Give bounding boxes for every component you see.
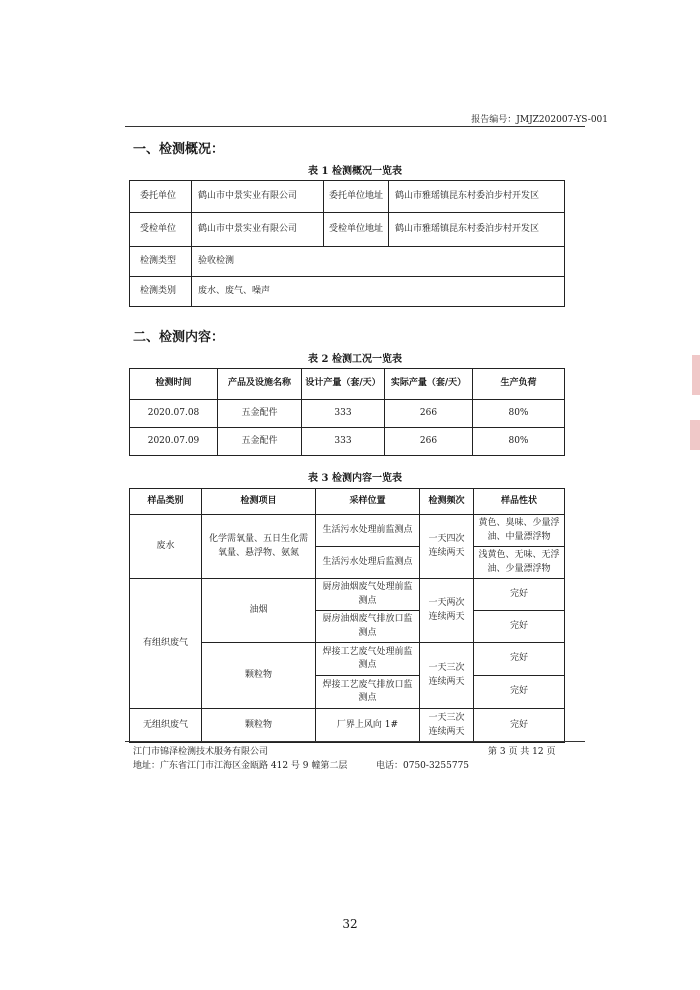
section-content-heading: 二、检测内容： — [133, 330, 225, 345]
cell: 五金配件 — [218, 400, 302, 428]
report-number: 报告编号：JMJZ202007-YS-001 — [471, 115, 608, 125]
test-frequency: 一天三次连续两天 — [420, 643, 474, 709]
sample-category: 有组织废气 — [130, 579, 202, 709]
cell: 五金配件 — [218, 428, 302, 456]
table-row — [130, 579, 565, 611]
red-stamp-mark-2 — [690, 420, 700, 450]
test-items: 化学需氧量、五日生化需氧量、悬浮物、氨氮 — [202, 515, 316, 579]
cell-value: 废水、废气、噪声 — [192, 277, 565, 307]
sample-property: 完好 — [474, 643, 565, 676]
footer-rule — [125, 741, 585, 742]
sampling-position: 厨房油烟废气排放口监测点 — [316, 611, 420, 643]
footer-page-info: 第 3 页 共 12 页 — [488, 747, 556, 757]
table1-caption: 表 1 检测概况一览表 — [308, 166, 402, 177]
sampling-position: 焊接工艺废气排放口监测点 — [316, 676, 420, 709]
test-items: 颗粒物 — [202, 643, 316, 709]
column-header: 设计产量（套/天） — [302, 369, 385, 400]
table-row — [130, 709, 565, 743]
sampling-position: 焊接工艺废气处理前监测点 — [316, 643, 420, 676]
table3-caption: 表 3 检测内容一览表 — [308, 473, 402, 484]
cell-value: 鹤山市中景实业有限公司 — [192, 181, 324, 213]
test-frequency: 一天四次连续两天 — [420, 515, 474, 579]
cell: 333 — [302, 400, 385, 428]
table2-caption: 表 2 检测工况一览表 — [308, 354, 402, 365]
sampling-position: 厨房油烟废气处理前监测点 — [316, 579, 420, 611]
table-row — [130, 213, 565, 247]
sample-property: 浅黄色、无味、无浮油、少量漂浮物 — [474, 547, 565, 579]
cell-value: 鹤山市雅瑶镇昆东村委泊步村开发区 — [389, 213, 565, 247]
column-header: 检测项目 — [202, 489, 316, 515]
table-row — [130, 181, 565, 213]
table-header-row — [130, 369, 565, 400]
column-header: 生产负荷 — [473, 369, 565, 400]
table-row — [130, 247, 565, 277]
cell: 2020.07.08 — [130, 400, 218, 428]
cell: 266 — [385, 400, 473, 428]
cell-label: 委托单位 — [130, 181, 192, 213]
test-frequency: 一天三次连续两天 — [420, 709, 474, 743]
table-row — [130, 515, 565, 547]
cell: 2020.07.09 — [130, 428, 218, 456]
sample-property: 完好 — [474, 709, 565, 743]
cell-label: 委托单位地址 — [324, 181, 389, 213]
table-header-row — [130, 489, 565, 515]
header-rule — [125, 126, 585, 127]
footer-company: 江门市锦泽检测技术服务有限公司 — [133, 747, 269, 757]
workload-table — [129, 368, 565, 456]
cell-label: 检测类型 — [130, 247, 192, 277]
sampling-position: 生活污水处理前监测点 — [316, 515, 420, 547]
column-header: 样品性状 — [474, 489, 565, 515]
column-header: 样品类别 — [130, 489, 202, 515]
sample-property: 完好 — [474, 676, 565, 709]
section-overview-heading: 一、检测概况： — [133, 142, 225, 157]
cell-value: 鹤山市雅瑶镇昆东村委泊步村开发区 — [389, 181, 565, 213]
cell: 266 — [385, 428, 473, 456]
test-items: 油烟 — [202, 579, 316, 643]
footer-address: 地址：广东省江门市江海区金瓯路 412 号 9 幢第二层 — [133, 761, 348, 771]
sampling-position: 厂界上风向 1# — [316, 709, 420, 743]
column-header: 实际产量（套/天） — [385, 369, 473, 400]
sample-property: 完好 — [474, 611, 565, 643]
red-stamp-mark — [692, 355, 700, 395]
cell-label: 检测类别 — [130, 277, 192, 307]
column-header: 产品及设施名称 — [218, 369, 302, 400]
sample-category: 无组织废气 — [130, 709, 202, 743]
table-row — [130, 400, 565, 428]
content-table — [129, 488, 565, 743]
cell-value: 验收检测 — [192, 247, 565, 277]
test-items: 颗粒物 — [202, 709, 316, 743]
cell-value: 鹤山市中景实业有限公司 — [192, 213, 324, 247]
column-header: 检测时间 — [130, 369, 218, 400]
sample-property: 黄色、臭味、少量浮油、中量漂浮物 — [474, 515, 565, 547]
sample-category: 废水 — [130, 515, 202, 579]
cell: 80% — [473, 428, 565, 456]
table-row — [130, 428, 565, 456]
page-number: 32 — [342, 917, 358, 931]
sampling-position: 生活污水处理后监测点 — [316, 547, 420, 579]
sample-property: 完好 — [474, 579, 565, 611]
column-header: 采样位置 — [316, 489, 420, 515]
table-row — [130, 277, 565, 307]
cell-label: 受检单位地址 — [324, 213, 389, 247]
test-frequency: 一天两次连续两天 — [420, 579, 474, 643]
cell: 333 — [302, 428, 385, 456]
cell: 80% — [473, 400, 565, 428]
footer-phone: 电话：0750-3255775 — [376, 761, 470, 771]
column-header: 检测频次 — [420, 489, 474, 515]
overview-table — [129, 180, 565, 307]
cell-label: 受检单位 — [130, 213, 192, 247]
